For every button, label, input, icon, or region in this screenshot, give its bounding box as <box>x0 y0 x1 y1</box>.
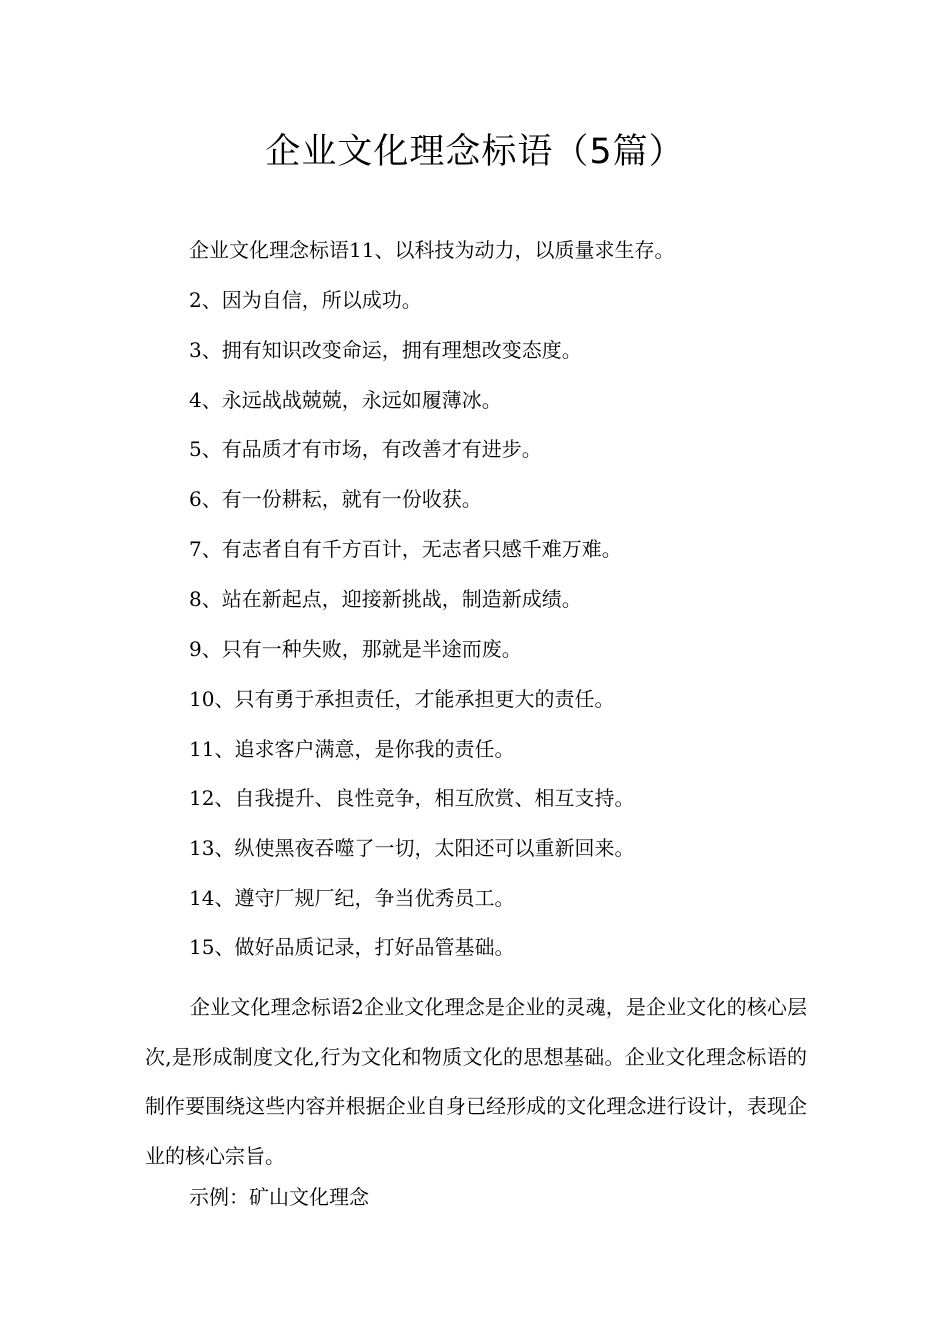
slogan-line: 4、永远战战兢兢，永远如履薄冰。 <box>189 388 502 412</box>
slogan-line: 7、有志者自有千方百计，无志者只感千难万难。 <box>189 537 622 561</box>
slogan-line: 3、拥有知识改变命运，拥有理想改变态度。 <box>189 338 582 362</box>
slogan-line: 14、遵守厂规厂纪，争当优秀员工。 <box>189 886 515 910</box>
slogan-line: 15、做好品质记录，打好品管基础。 <box>189 935 515 959</box>
slogan-line: 9、只有一种失败，那就是半途而废。 <box>189 637 522 661</box>
slogan-line: 2、因为自信，所以成功。 <box>189 288 422 312</box>
slogan-line: 12、自我提升、良性竞争，相互欣赏、相互支持。 <box>189 786 635 810</box>
slogan-line: 6、有一份耕耘，就有一份收获。 <box>189 487 482 511</box>
slogan-line: 5、有品质才有市场，有改善才有进步。 <box>189 437 542 461</box>
body-paragraph: 企业文化理念标语2企业文化理念是企业的灵魂，是企业文化的核心层次,是形成制度文化,行为文化和物质文化的思想基础。企业文化理念标语的制作要围绕这些内容并根据企业自身已经形成的文化理念进行设计，表现企业的核心宗旨。 <box>145 995 807 1168</box>
example-line: 示例：矿山文化理念 <box>189 1185 369 1209</box>
slogan-line: 8、站在新起点，迎接新挑战，制造新成绩。 <box>189 587 582 611</box>
document-title: 企业文化理念标语（5篇） <box>265 132 685 172</box>
slogan-line: 企业文化理念标语11、以科技为动力，以质量求生存。 <box>189 238 675 262</box>
slogan-line: 13、纵使黑夜吞噬了一切，太阳还可以重新回来。 <box>189 836 635 860</box>
slogan-line: 10、只有勇于承担责任，才能承担更大的责任。 <box>189 687 615 711</box>
slogan-line: 11、追求客户满意，是你我的责任。 <box>189 737 515 761</box>
